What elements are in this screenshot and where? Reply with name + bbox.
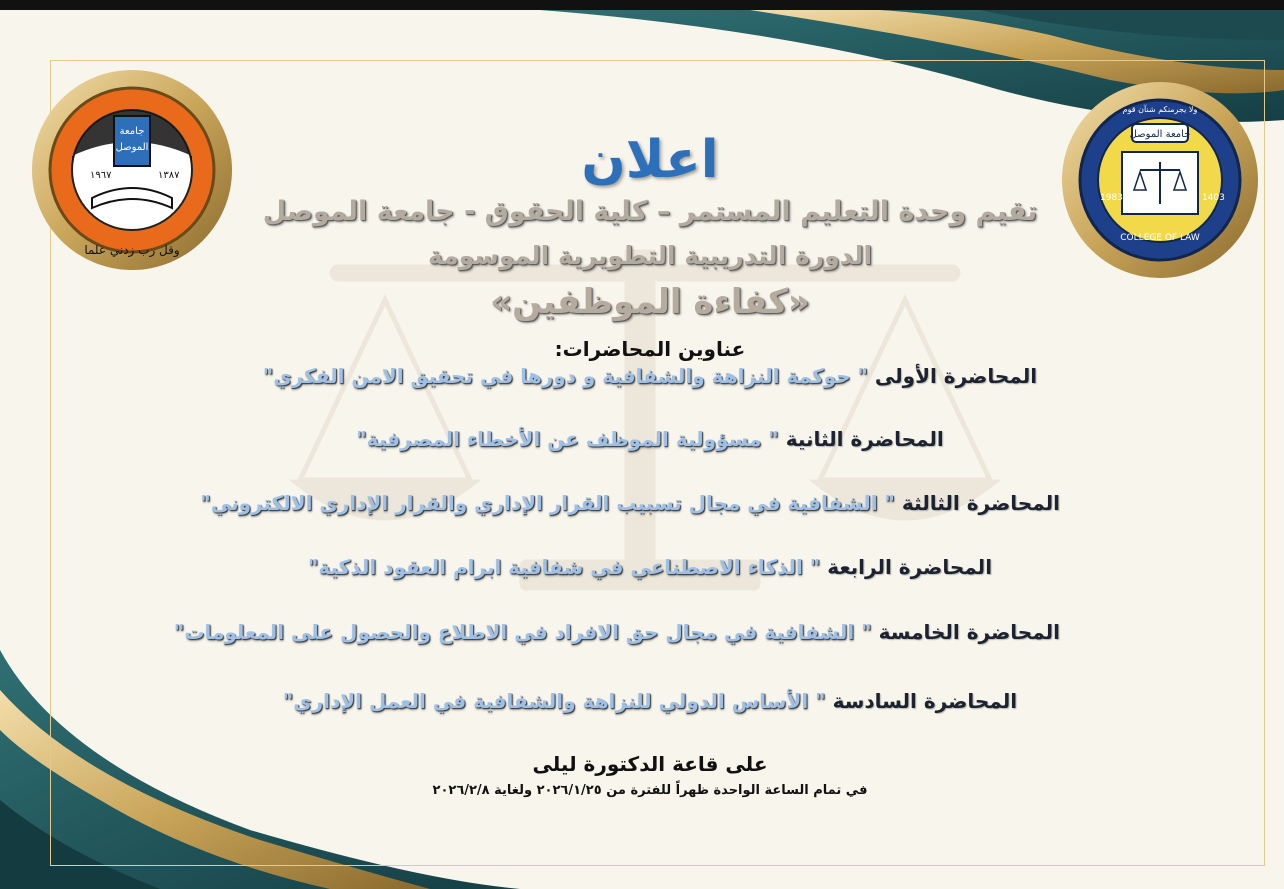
- lecture-label: المحاضرة الثالثة: [901, 491, 1060, 515]
- svg-text:١٣٨٧: ١٣٨٧: [158, 170, 180, 181]
- logo-right-inner-top: جامعة الموصل: [1129, 129, 1191, 140]
- venue: على قاعة الدكتورة ليلى: [532, 752, 768, 776]
- logo-left-text-top: جامعة: [119, 126, 145, 137]
- lecture-4: [240, 555, 1060, 579]
- announcement-content: [173, 0, 1060, 889]
- svg-text:1403: 1403: [1202, 193, 1225, 203]
- course-name: «كفاءة الموظفين»: [490, 282, 810, 322]
- university-logo: [30, 68, 235, 273]
- lecture-title: " حوكمة النزاهة والشفافية و دورها في تحقيق الامن الفكري": [262, 364, 868, 388]
- lecture-2: [240, 427, 1060, 451]
- announcement-title: اعلان: [581, 130, 719, 190]
- lecture-title: " مسؤولية الموظف عن الأخطاء المصرفية": [356, 427, 779, 451]
- college-of-law-logo: [1060, 80, 1260, 280]
- course-intro-line: الدورة التدريبية التطويرية الموسومة: [427, 241, 873, 270]
- svg-text:١٩٦٧: ١٩٦٧: [90, 170, 112, 181]
- lectures-heading: عناوين المحاضرات:: [554, 337, 746, 361]
- lecture-label: المحاضرة السادسة: [832, 689, 1018, 713]
- organizer-line: تقيم وحدة التعليم المستمر – كلية الحقوق - جامعة الموصل: [262, 196, 1038, 227]
- logo-left-motto: وقل رب زدني علما: [84, 243, 180, 257]
- lecture-1: [240, 364, 1060, 388]
- lecture-title: " الشفافية في مجال تسبيب القرار الإداري والقرار الإداري الالكتروني": [200, 491, 895, 515]
- lecture-6: [240, 689, 1060, 713]
- lecture-label: المحاضرة الأولى: [874, 364, 1038, 388]
- lecture-title: " الشفافية في مجال حق الافراد في الاطلاع والحصول على المعلومات": [173, 620, 872, 644]
- lecture-title: " الذكاء الاصطناعي في شفافية ابرام العقود الذكية": [307, 555, 821, 579]
- lecture-5: [173, 620, 1060, 644]
- lecture-label: المحاضرة الثانية: [785, 427, 944, 451]
- svg-text:الموصل: الموصل: [115, 142, 149, 153]
- lecture-label: المحاضرة الخامسة: [878, 620, 1060, 644]
- schedule-time: في تمام الساعة الواحدة ظهراً للفترة من ٢٠٢٦/١/٢٥ ولغاية ٢٠٢٦/٢/٨: [432, 783, 868, 798]
- logo-right-college: COLLEGE OF LAW: [1120, 233, 1200, 243]
- svg-text:ولا يجرمنكم شنآن قوم: ولا يجرمنكم شنآن قوم: [1122, 105, 1198, 114]
- lecture-label: المحاضرة الرابعة: [827, 555, 993, 579]
- lecture-title: " الأساس الدولي للنزاهة والشفافية في العمل الإداري": [282, 689, 826, 713]
- svg-text:1983: 1983: [1100, 193, 1123, 203]
- lecture-3: [200, 491, 1060, 515]
